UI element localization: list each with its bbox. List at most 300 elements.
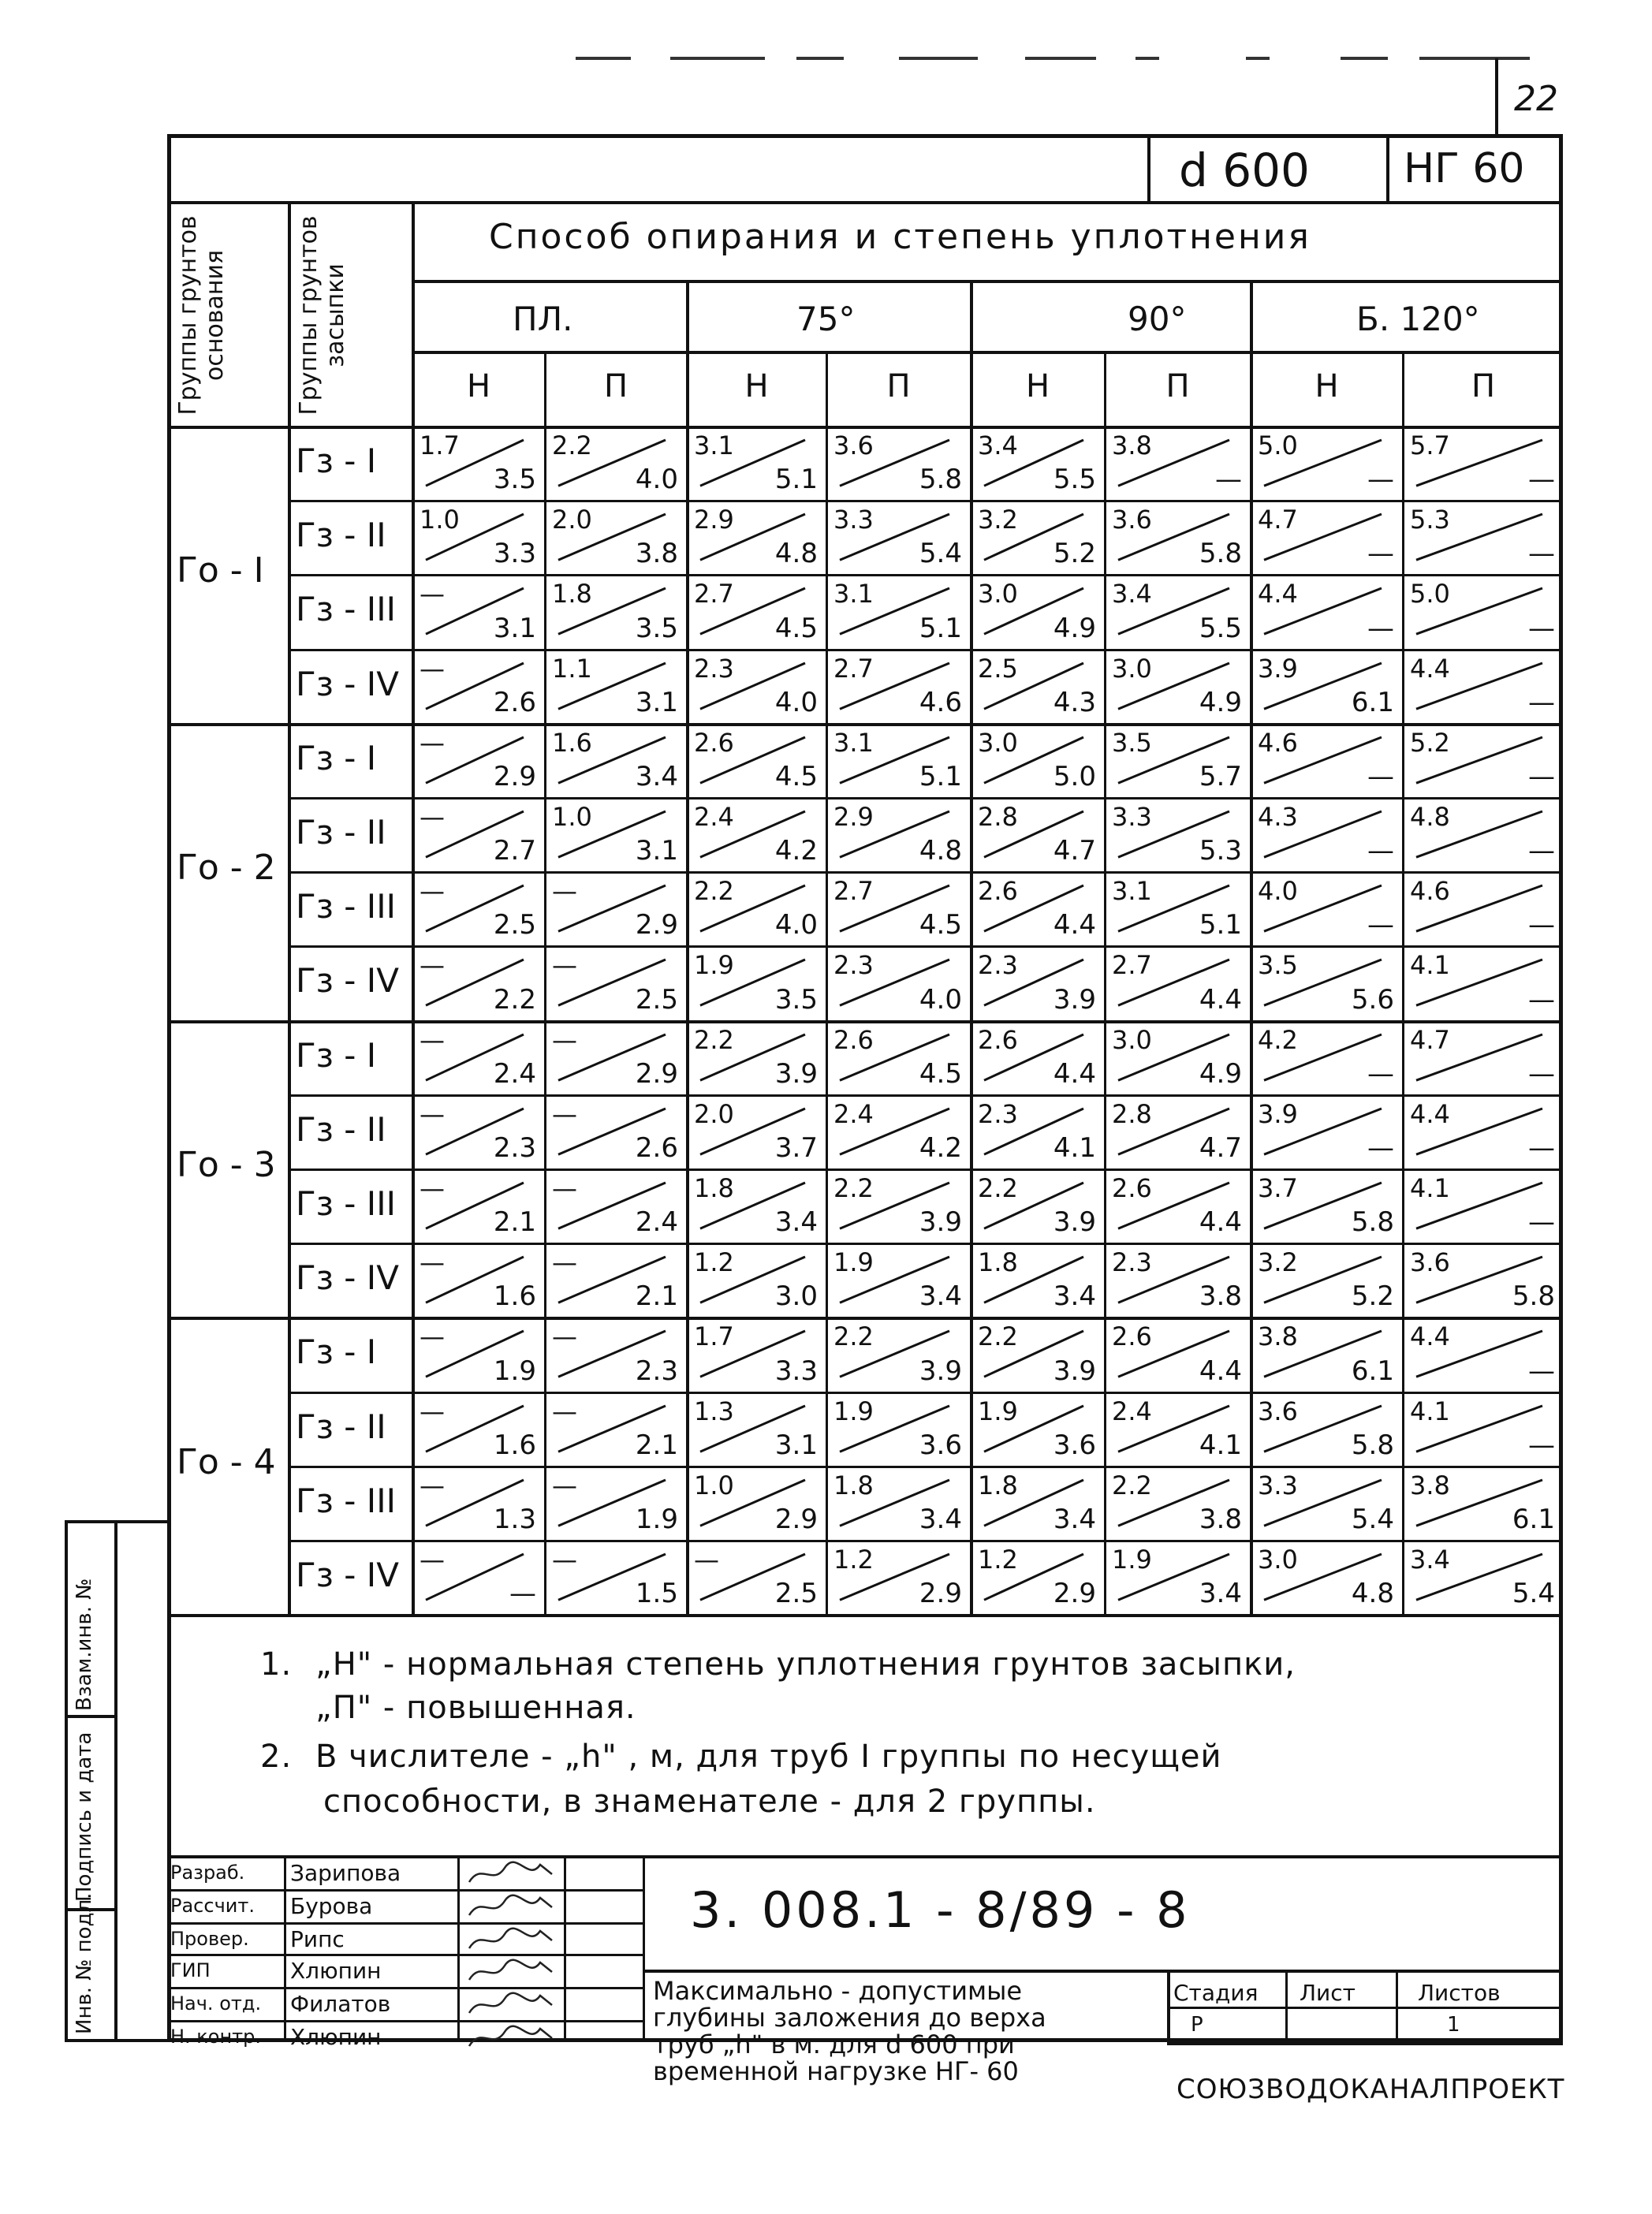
numerator-depth: 2.8 bbox=[978, 802, 1018, 832]
base-group-label: Го - 2 bbox=[177, 848, 276, 889]
denominator-depth: — bbox=[1528, 760, 1555, 792]
fill-group-label: Гз - III bbox=[296, 1481, 396, 1520]
numerator-depth: — bbox=[420, 876, 445, 907]
numerator-depth: 2.3 bbox=[694, 653, 734, 684]
numerator-depth: 3.2 bbox=[978, 505, 1018, 535]
denominator-depth: 1.6 bbox=[493, 1280, 536, 1313]
denominator-depth: 1.5 bbox=[635, 1578, 678, 1610]
numerator-depth: 2.3 bbox=[833, 950, 874, 981]
denominator-depth: — bbox=[1367, 538, 1394, 570]
note-2-number: 2. bbox=[260, 1739, 293, 1775]
numerator-depth: 1.7 bbox=[420, 430, 460, 460]
denominator-depth: 2.1 bbox=[635, 1280, 678, 1313]
denominator-depth: 3.9 bbox=[1053, 983, 1096, 1016]
signature-mark bbox=[465, 1858, 560, 1890]
denominator-depth: 3.4 bbox=[1053, 1503, 1096, 1535]
denominator-depth: 5.2 bbox=[1351, 1280, 1394, 1313]
numerator-depth: 1.8 bbox=[978, 1247, 1018, 1278]
denominator-depth: 4.5 bbox=[774, 760, 818, 792]
numerator-depth: 2.2 bbox=[694, 1024, 734, 1055]
denominator-depth: 2.3 bbox=[635, 1355, 678, 1387]
numerator-depth: 2.6 bbox=[978, 876, 1018, 907]
denominator-depth: 5.4 bbox=[1351, 1503, 1394, 1535]
numerator-depth: 2.2 bbox=[978, 1321, 1018, 1352]
numerator-depth: — bbox=[552, 950, 577, 981]
title-block-role: Рассчит. bbox=[170, 1895, 255, 1917]
numerator-depth: 3.8 bbox=[1410, 1470, 1450, 1500]
fill-group-label: Гз - I bbox=[296, 1035, 377, 1075]
numerator-depth: 3.0 bbox=[978, 579, 1018, 609]
denominator-depth: 2.1 bbox=[493, 1206, 536, 1239]
denominator-depth: 5.1 bbox=[919, 760, 962, 792]
numerator-depth: 2.6 bbox=[1112, 1321, 1152, 1352]
denominator-depth: 4.5 bbox=[919, 1057, 962, 1090]
denominator-depth: 4.1 bbox=[1199, 1429, 1242, 1461]
denominator-depth: 5.4 bbox=[1512, 1578, 1555, 1610]
numerator-depth: — bbox=[420, 1024, 445, 1055]
denominator-depth: — bbox=[1528, 1355, 1555, 1387]
numerator-depth: 2.3 bbox=[978, 1098, 1018, 1129]
compaction-normal-header: Н bbox=[467, 368, 491, 404]
title-block-vline bbox=[564, 1855, 566, 2042]
denominator-depth: 5.5 bbox=[1053, 464, 1096, 496]
denominator-depth: 3.4 bbox=[919, 1280, 962, 1313]
denominator-depth: 4.1 bbox=[1053, 1131, 1096, 1164]
numerator-depth: 2.6 bbox=[833, 1024, 874, 1055]
title-block-hline bbox=[1167, 2042, 1563, 2045]
numerator-depth: 2.4 bbox=[833, 1098, 874, 1129]
numerator-depth: 3.5 bbox=[1258, 950, 1298, 981]
title-block-hline bbox=[167, 1922, 643, 1925]
numerator-depth: 1.8 bbox=[978, 1470, 1018, 1500]
denominator-depth: 3.1 bbox=[635, 835, 678, 867]
support-type-flat: ПЛ. bbox=[513, 300, 573, 338]
denominator-depth: 2.9 bbox=[774, 1503, 818, 1535]
diameter-label: d 600 bbox=[1179, 144, 1310, 197]
denominator-depth: 2.1 bbox=[635, 1429, 678, 1461]
denominator-depth: 5.0 bbox=[1053, 760, 1096, 792]
numerator-depth: 2.8 bbox=[1112, 1098, 1152, 1129]
numerator-depth: 3.0 bbox=[1112, 1024, 1152, 1055]
organization-name: СОЮЗВОДОКАНАЛПРОЕКТ bbox=[1177, 2074, 1565, 2105]
compaction-raised-header: П bbox=[886, 368, 911, 404]
denominator-depth: — bbox=[1367, 1057, 1394, 1090]
denominator-depth: 6.1 bbox=[1351, 686, 1394, 718]
numerator-depth: 3.9 bbox=[1258, 653, 1298, 684]
denominator-depth: — bbox=[1528, 1131, 1555, 1164]
denominator-depth: 2.4 bbox=[635, 1206, 678, 1239]
compaction-normal-header: Н bbox=[1026, 368, 1050, 404]
numerator-depth: 2.7 bbox=[1112, 950, 1152, 981]
left-margin-podpis: Подпись и дата bbox=[73, 1731, 96, 1902]
denominator-depth: 4.5 bbox=[919, 909, 962, 941]
denominator-depth: 3.4 bbox=[1199, 1578, 1242, 1610]
numerator-depth: 1.0 bbox=[694, 1470, 734, 1500]
denominator-depth: 3.9 bbox=[919, 1355, 962, 1387]
numerator-depth: 4.7 bbox=[1410, 1024, 1450, 1055]
denominator-depth: — bbox=[1528, 835, 1555, 867]
numerator-depth: 1.9 bbox=[833, 1247, 874, 1278]
denominator-depth: 2.9 bbox=[493, 760, 536, 792]
denominator-depth: 3.8 bbox=[1199, 1503, 1242, 1535]
numerator-depth: — bbox=[420, 1173, 445, 1203]
denominator-depth: 2.9 bbox=[919, 1578, 962, 1610]
denominator-depth: — bbox=[1367, 464, 1394, 496]
denominator-depth: 4.2 bbox=[919, 1131, 962, 1164]
numerator-depth: 5.2 bbox=[1410, 727, 1450, 758]
denominator-depth: 2.9 bbox=[635, 1057, 678, 1090]
description-line: труб „h" в м. для d 600 при bbox=[653, 2030, 1015, 2059]
title-block-role: Провер. bbox=[170, 1928, 249, 1950]
denominator-depth: — bbox=[1528, 1429, 1555, 1461]
numerator-depth: 2.2 bbox=[833, 1173, 874, 1203]
denominator-depth: 3.9 bbox=[1053, 1206, 1096, 1239]
base-group-label: Го - I bbox=[177, 550, 264, 591]
numerator-depth: 1.1 bbox=[552, 653, 592, 684]
numerator-depth: 5.0 bbox=[1410, 579, 1450, 609]
numerator-depth: 1.9 bbox=[833, 1396, 874, 1426]
fill-group-label: Гз - IV bbox=[296, 1556, 399, 1594]
denominator-depth: 2.5 bbox=[635, 983, 678, 1016]
numerator-depth: 5.3 bbox=[1410, 505, 1450, 535]
numerator-depth: 2.7 bbox=[833, 876, 874, 907]
denominator-depth: 4.4 bbox=[1053, 909, 1096, 941]
denominator-depth: — bbox=[1367, 760, 1394, 792]
numerator-depth: 2.2 bbox=[1112, 1470, 1152, 1500]
numerator-depth: 3.6 bbox=[1112, 505, 1152, 535]
denominator-depth: 2.6 bbox=[635, 1131, 678, 1164]
numerator-depth: 2.5 bbox=[978, 653, 1018, 684]
fill-group-label: Гз - II bbox=[296, 1109, 386, 1149]
denominator-depth: 3.9 bbox=[919, 1206, 962, 1239]
title-block-role: ГИП bbox=[170, 1959, 211, 1981]
note-2-line-1: В числителе - „h" , м, для труб I группы по несущей bbox=[315, 1739, 1222, 1775]
numerator-depth: 2.6 bbox=[1112, 1173, 1152, 1203]
denominator-depth: 1.6 bbox=[493, 1429, 536, 1461]
numerator-depth: 2.2 bbox=[978, 1173, 1018, 1203]
denominator-depth: 3.4 bbox=[919, 1503, 962, 1535]
denominator-depth: 3.1 bbox=[774, 1429, 818, 1461]
denominator-depth: 4.8 bbox=[774, 538, 818, 570]
denominator-depth: 3.3 bbox=[493, 538, 536, 570]
denominator-depth: 5.5 bbox=[1199, 612, 1242, 644]
numerator-depth: 4.6 bbox=[1410, 876, 1450, 907]
denominator-depth: 4.7 bbox=[1199, 1131, 1242, 1164]
numerator-depth: 1.2 bbox=[978, 1545, 1018, 1575]
numerator-depth: — bbox=[694, 1545, 719, 1575]
document-code: 3. 008.1 - 8/89 - 8 bbox=[690, 1881, 1191, 1939]
numerator-depth: 2.7 bbox=[833, 653, 874, 684]
note-2-line-2: способности, в знаменателе - для 2 группы. bbox=[323, 1784, 1096, 1820]
title-block-name: Бурова bbox=[290, 1893, 373, 1919]
title-block-vline bbox=[1396, 1970, 1398, 2042]
title-block-vline bbox=[284, 1855, 286, 2042]
numerator-depth: 2.0 bbox=[694, 1098, 734, 1129]
support-type-90: 90° bbox=[1128, 300, 1187, 338]
numerator-depth: 3.1 bbox=[694, 430, 734, 460]
numerator-depth: — bbox=[552, 876, 577, 907]
title-block-vline bbox=[1285, 1970, 1288, 2042]
denominator-depth: — bbox=[1367, 1131, 1394, 1164]
description-line: Максимально - допустимые bbox=[653, 1976, 1023, 2006]
fill-group-label: Гз - IV bbox=[296, 961, 399, 1001]
numerator-depth: 2.2 bbox=[833, 1321, 874, 1352]
denominator-depth: — bbox=[1367, 612, 1394, 644]
numerator-depth: 2.4 bbox=[694, 802, 734, 832]
denominator-depth: 4.9 bbox=[1053, 612, 1096, 644]
numerator-depth: 4.1 bbox=[1410, 1396, 1450, 1426]
denominator-depth: 5.1 bbox=[919, 612, 962, 644]
numerator-depth: 3.1 bbox=[833, 727, 874, 758]
signature-mark bbox=[465, 1892, 560, 1923]
denominator-depth: — bbox=[1528, 686, 1555, 718]
numerator-depth: 1.0 bbox=[420, 505, 460, 535]
numerator-depth: 4.2 bbox=[1258, 1024, 1298, 1055]
numerator-depth: — bbox=[552, 1173, 577, 1203]
stage-label: Стадия bbox=[1173, 1980, 1259, 2006]
denominator-depth: 3.6 bbox=[1053, 1429, 1096, 1461]
fill-group-label: Гз - III bbox=[296, 1184, 396, 1223]
numerator-depth: 1.2 bbox=[833, 1545, 874, 1575]
numerator-depth: 2.6 bbox=[694, 727, 734, 758]
denominator-depth: — bbox=[1528, 909, 1555, 941]
title-block-name: Хлюпин bbox=[290, 1958, 382, 1984]
denominator-depth: 4.2 bbox=[774, 835, 818, 867]
compaction-normal-header: Н bbox=[1315, 368, 1339, 404]
base-group-label: Го - 4 bbox=[177, 1441, 276, 1482]
fill-group-label: Гз - I bbox=[296, 1332, 377, 1372]
numerator-depth: 3.6 bbox=[1258, 1396, 1298, 1426]
denominator-depth: 2.5 bbox=[493, 909, 536, 941]
denominator-depth: 2.9 bbox=[1053, 1578, 1096, 1610]
numerator-depth: 4.1 bbox=[1410, 1173, 1450, 1203]
denominator-depth: 6.1 bbox=[1351, 1355, 1394, 1387]
support-type-75: 75° bbox=[796, 300, 856, 338]
sheets-value: 1 bbox=[1447, 2013, 1460, 2037]
numerator-depth: 3.2 bbox=[1258, 1247, 1298, 1278]
denominator-depth: 2.4 bbox=[493, 1057, 536, 1090]
note-1-line-1: „Н" - нормальная степень уплотнения грунтов засыпки, bbox=[315, 1646, 1296, 1683]
denominator-depth: 5.3 bbox=[1199, 835, 1242, 867]
numerator-depth: — bbox=[420, 1098, 445, 1129]
title-block-role: Н. контр. bbox=[170, 2026, 262, 2048]
denominator-depth: 3.6 bbox=[919, 1429, 962, 1461]
numerator-depth: 3.6 bbox=[833, 430, 874, 460]
denominator-depth: 4.9 bbox=[1199, 686, 1242, 718]
support-header: Способ опирания и степень уплотнения bbox=[489, 217, 1311, 257]
numerator-depth: 3.4 bbox=[1112, 579, 1152, 609]
numerator-depth: — bbox=[552, 1545, 577, 1575]
denominator-depth: — bbox=[1367, 835, 1394, 867]
denominator-depth: 5.8 bbox=[1512, 1280, 1555, 1313]
denominator-depth: 4.4 bbox=[1199, 983, 1242, 1016]
numerator-depth: — bbox=[420, 1396, 445, 1426]
denominator-depth: 3.4 bbox=[774, 1206, 818, 1239]
denominator-depth: 5.1 bbox=[1199, 909, 1242, 941]
fill-group-label: Гз - II bbox=[296, 516, 386, 555]
denominator-depth: 4.4 bbox=[1199, 1206, 1242, 1239]
title-block-hline bbox=[167, 1889, 643, 1892]
numerator-depth: — bbox=[420, 1321, 445, 1352]
denominator-depth: 4.6 bbox=[919, 686, 962, 718]
numerator-depth: — bbox=[552, 1247, 577, 1278]
signature-mark bbox=[465, 1925, 560, 1956]
denominator-depth: 1.9 bbox=[635, 1503, 678, 1535]
denominator-depth: — bbox=[1367, 909, 1394, 941]
denominator-depth: — bbox=[509, 1578, 536, 1610]
compaction-normal-header: Н bbox=[744, 368, 769, 404]
numerator-depth: — bbox=[552, 1098, 577, 1129]
numerator-depth: 2.3 bbox=[978, 950, 1018, 981]
numerator-depth: 3.0 bbox=[978, 727, 1018, 758]
title-block-name: Хлюпин bbox=[290, 2024, 382, 2050]
numerator-depth: — bbox=[420, 727, 445, 758]
title-block-vline bbox=[1167, 1970, 1170, 2042]
numerator-depth: 1.9 bbox=[1112, 1545, 1152, 1575]
numerator-depth: 1.9 bbox=[694, 950, 734, 981]
sheet-label: Лист bbox=[1300, 1980, 1356, 2006]
numerator-depth: 1.8 bbox=[552, 579, 592, 609]
numerator-depth: 2.3 bbox=[1112, 1247, 1152, 1278]
numerator-depth: 1.9 bbox=[978, 1396, 1018, 1426]
denominator-depth: 3.1 bbox=[635, 686, 678, 718]
numerator-depth: 4.8 bbox=[1410, 802, 1450, 832]
denominator-depth: 3.9 bbox=[774, 1057, 818, 1090]
numerator-depth: 2.9 bbox=[694, 505, 734, 535]
base-group-label: Го - 3 bbox=[177, 1145, 276, 1185]
denominator-depth: 4.7 bbox=[1053, 835, 1096, 867]
denominator-depth: 5.8 bbox=[919, 464, 962, 496]
numerator-depth: 3.9 bbox=[1258, 1098, 1298, 1129]
denominator-depth: 3.5 bbox=[635, 612, 678, 644]
fill-group-label: Гз - IV bbox=[296, 1258, 399, 1298]
numerator-depth: 3.5 bbox=[1112, 727, 1152, 758]
numerator-depth: 1.7 bbox=[694, 1321, 734, 1352]
stage-value: Р bbox=[1191, 2013, 1203, 2037]
numerator-depth: 4.1 bbox=[1410, 950, 1450, 981]
denominator-depth: 5.8 bbox=[1351, 1429, 1394, 1461]
numerator-depth: 4.0 bbox=[1258, 876, 1298, 907]
numerator-depth: 2.4 bbox=[1112, 1396, 1152, 1426]
sheets-label: Листов bbox=[1418, 1980, 1501, 2006]
denominator-depth: 4.5 bbox=[774, 612, 818, 644]
numerator-depth: 2.2 bbox=[694, 876, 734, 907]
numerator-depth: 3.4 bbox=[978, 430, 1018, 460]
denominator-depth: 3.1 bbox=[493, 612, 536, 644]
fill-group-label: Гз - II bbox=[296, 813, 386, 852]
title-block-name: Рипс bbox=[290, 1926, 345, 1952]
denominator-depth: 2.5 bbox=[774, 1578, 818, 1610]
denominator-depth: 1.9 bbox=[493, 1355, 536, 1387]
denominator-depth: 4.4 bbox=[1199, 1355, 1242, 1387]
numerator-depth: — bbox=[552, 1024, 577, 1055]
denominator-depth: — bbox=[1528, 1206, 1555, 1239]
numerator-depth: — bbox=[420, 950, 445, 981]
numerator-depth: 3.1 bbox=[1112, 876, 1152, 907]
numerator-depth: 1.6 bbox=[552, 727, 592, 758]
numerator-depth: 3.1 bbox=[833, 579, 874, 609]
numerator-depth: 1.0 bbox=[552, 802, 592, 832]
numerator-depth: 2.0 bbox=[552, 505, 592, 535]
denominator-depth: 3.5 bbox=[493, 464, 536, 496]
numerator-depth: — bbox=[552, 1396, 577, 1426]
denominator-depth: 2.2 bbox=[493, 983, 536, 1016]
numerator-depth: — bbox=[552, 1321, 577, 1352]
description-line: временной нагрузке НГ- 60 bbox=[653, 2056, 1019, 2086]
numerator-depth: 2.6 bbox=[978, 1024, 1018, 1055]
denominator-depth: 3.8 bbox=[1199, 1280, 1242, 1313]
numerator-depth: 1.8 bbox=[694, 1173, 734, 1203]
denominator-depth: 3.4 bbox=[1053, 1280, 1096, 1313]
signature-mark bbox=[465, 1956, 560, 1988]
denominator-depth: 4.4 bbox=[1053, 1057, 1096, 1090]
fill-group-label: Гз - IV bbox=[296, 664, 399, 703]
denominator-depth: 4.9 bbox=[1199, 1057, 1242, 1090]
denominator-depth: 2.3 bbox=[493, 1131, 536, 1164]
numerator-depth: 4.3 bbox=[1258, 802, 1298, 832]
numerator-depth: 3.3 bbox=[1112, 802, 1152, 832]
numerator-depth: 3.7 bbox=[1258, 1173, 1298, 1203]
numerator-depth: 4.4 bbox=[1258, 579, 1298, 609]
signature-mark bbox=[465, 2022, 560, 2054]
denominator-depth: 5.2 bbox=[1053, 538, 1096, 570]
denominator-depth: — bbox=[1528, 1057, 1555, 1090]
denominator-depth: — bbox=[1528, 612, 1555, 644]
denominator-depth: 6.1 bbox=[1512, 1503, 1555, 1535]
fill-group-label: Гз - I bbox=[296, 442, 377, 480]
numerator-depth: 4.4 bbox=[1410, 1321, 1450, 1352]
denominator-depth: — bbox=[1528, 538, 1555, 570]
numerator-depth: 2.9 bbox=[833, 802, 874, 832]
numerator-depth: 3.8 bbox=[1258, 1321, 1298, 1352]
denominator-depth: 5.7 bbox=[1199, 760, 1242, 792]
denominator-depth: 2.6 bbox=[493, 686, 536, 718]
denominator-depth: 1.3 bbox=[493, 1503, 536, 1535]
description-line: глубины заложения до верха bbox=[653, 2003, 1046, 2033]
numerator-depth: 4.4 bbox=[1410, 1098, 1450, 1129]
note-1-number: 1. bbox=[260, 1646, 293, 1683]
compaction-raised-header: П bbox=[1471, 368, 1496, 404]
fill-group-label: Гз - II bbox=[296, 1407, 386, 1446]
numerator-depth: 2.7 bbox=[694, 579, 734, 609]
left-margin-vzam: Взам.инв. № bbox=[73, 1578, 96, 1711]
compaction-raised-header: П bbox=[604, 368, 628, 404]
numerator-depth: 3.8 bbox=[1112, 430, 1152, 460]
numerator-depth: — bbox=[552, 1470, 577, 1500]
note-1-line-2: „П" - повышенная. bbox=[315, 1690, 636, 1726]
denominator-depth: 3.3 bbox=[774, 1355, 818, 1387]
title-block-name: Зарипова bbox=[290, 1860, 401, 1886]
title-block-hline bbox=[167, 1987, 643, 1989]
denominator-depth: 4.0 bbox=[774, 686, 818, 718]
denominator-depth: — bbox=[1215, 464, 1242, 496]
numerator-depth: — bbox=[420, 653, 445, 684]
denominator-depth: 4.8 bbox=[1351, 1578, 1394, 1610]
compaction-raised-header: П bbox=[1165, 368, 1190, 404]
numerator-depth: 1.2 bbox=[694, 1247, 734, 1278]
title-block-vline bbox=[643, 1855, 645, 2042]
denominator-depth: 3.8 bbox=[635, 538, 678, 570]
title-block-hline bbox=[643, 1970, 1563, 1973]
title-block-role: Разраб. bbox=[170, 1862, 245, 1884]
left-margin-inv: Инв. № подл. bbox=[73, 1892, 96, 2034]
title-block-hline bbox=[1167, 2007, 1563, 2009]
denominator-depth: 4.3 bbox=[1053, 686, 1096, 718]
denominator-depth: 2.7 bbox=[493, 835, 536, 867]
denominator-depth: 4.0 bbox=[635, 464, 678, 496]
numerator-depth: 3.6 bbox=[1410, 1247, 1450, 1278]
title-block-hline bbox=[167, 2020, 643, 2022]
